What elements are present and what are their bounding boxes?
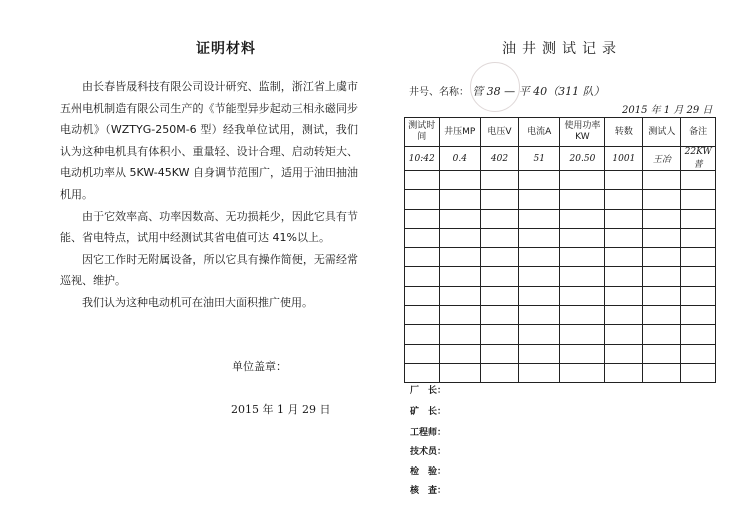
certificate-paragraph: 我们认为这种电动机可在油田大面积推广使用。 xyxy=(82,295,313,309)
table-cell xyxy=(519,306,560,325)
certificate-paragraph: 由于它效率高、功率因数高、无功损耗少，因此它具有节能、省电特点，试用中经测试其省电值可达 41%以上。 xyxy=(60,209,358,245)
table-cell xyxy=(560,228,605,247)
table-cell: 1001 xyxy=(605,147,643,171)
table-cell xyxy=(560,209,605,228)
table-cell xyxy=(605,306,643,325)
table-cell xyxy=(681,267,716,286)
table-row xyxy=(405,209,716,228)
table-cell xyxy=(481,286,519,305)
signature-engineer: 工程师： xyxy=(410,428,447,438)
table-row xyxy=(405,286,716,305)
table-row xyxy=(405,228,716,247)
table-cell xyxy=(405,209,440,228)
table-cell xyxy=(643,325,681,344)
table-cell xyxy=(519,171,560,190)
table-cell xyxy=(605,209,643,228)
table-cell xyxy=(560,171,605,190)
table-cell: 51 xyxy=(519,147,560,171)
table-cell xyxy=(681,363,716,382)
col-header: 转数 xyxy=(605,118,643,147)
test-record-table xyxy=(404,117,716,383)
well-label: 井号、名称 xyxy=(409,87,459,98)
certificate-paragraph: 由长春皆晟科技有限公司设计研究、监制，浙江省上虞市五州电机制造有限公司生产的《节能型异步起动三相永磁同步电动机》（WZTYG-250M-6 型）经我单位试用，测试，我们认为这种电机具有体积小、重量轻、设计合理、启动转矩大、电动机功率从 5KW-45KW 自身调节范围广，适用于油田抽油机用。 xyxy=(60,80,358,201)
table-cell xyxy=(481,363,519,382)
table-cell xyxy=(560,267,605,286)
table-cell xyxy=(605,344,643,363)
table-cell xyxy=(605,171,643,190)
table-cell xyxy=(605,248,643,267)
table-cell xyxy=(481,267,519,286)
record-title: 油井测试记录 xyxy=(502,41,622,57)
table-cell xyxy=(405,228,440,247)
table-cell xyxy=(643,267,681,286)
signature-mine-head: 矿 长： xyxy=(410,407,447,417)
table-cell xyxy=(405,267,440,286)
table-cell xyxy=(560,363,605,382)
table-cell xyxy=(681,228,716,247)
table-cell xyxy=(605,363,643,382)
signature-inspector: 检 验： xyxy=(410,467,447,477)
certificate-body xyxy=(60,76,358,314)
table-cell xyxy=(643,306,681,325)
table-cell xyxy=(519,190,560,209)
table-cell xyxy=(560,325,605,344)
table-row xyxy=(405,171,716,190)
table-cell xyxy=(481,306,519,325)
table-cell xyxy=(560,344,605,363)
table-cell xyxy=(439,286,480,305)
table-cell xyxy=(681,248,716,267)
table-cell xyxy=(481,171,519,190)
table-row xyxy=(405,306,716,325)
table-cell xyxy=(681,286,716,305)
table-cell: 0.4 xyxy=(439,147,480,171)
table-cell xyxy=(560,306,605,325)
col-header: 备注 xyxy=(681,118,716,147)
table-cell xyxy=(405,363,440,382)
table-cell xyxy=(681,306,716,325)
table-cell xyxy=(519,209,560,228)
table-row xyxy=(405,248,716,267)
table-cell: 20.50 xyxy=(560,147,605,171)
table-cell xyxy=(519,363,560,382)
table-cell xyxy=(439,190,480,209)
table-cell xyxy=(519,325,560,344)
table-cell xyxy=(643,344,681,363)
table-cell xyxy=(605,325,643,344)
table-cell xyxy=(439,228,480,247)
table-cell xyxy=(481,344,519,363)
table-cell xyxy=(519,228,560,247)
table-cell: 402 xyxy=(481,147,519,171)
table-cell xyxy=(643,209,681,228)
table-cell xyxy=(519,248,560,267)
table-cell xyxy=(405,306,440,325)
table-cell xyxy=(643,190,681,209)
table-cell: 10:42 xyxy=(405,147,440,171)
table-cell xyxy=(405,325,440,344)
certificate-date: 2015 年 1 月 29 日 xyxy=(231,403,331,416)
table-cell xyxy=(439,209,480,228)
table-row xyxy=(405,190,716,209)
table-cell xyxy=(560,248,605,267)
table-cell xyxy=(643,248,681,267)
table-cell xyxy=(605,228,643,247)
table-cell xyxy=(681,325,716,344)
table-cell xyxy=(439,344,480,363)
table-cell xyxy=(519,344,560,363)
well-name-line: 井号、名称： 管 38 — 平 40（311 队） xyxy=(409,85,605,98)
table-cell xyxy=(481,248,519,267)
table-cell xyxy=(681,209,716,228)
col-header: 测试时间 xyxy=(405,118,440,147)
col-header: 电压V xyxy=(481,118,519,147)
signature-technician: 技术员： xyxy=(410,447,447,457)
seal-label: 单位盖章： xyxy=(232,360,287,373)
table-cell xyxy=(519,286,560,305)
col-header: 使用功率KW xyxy=(560,118,605,147)
well-value: 管 38 — 平 40（311 队） xyxy=(472,85,605,98)
table-cell xyxy=(481,228,519,247)
table-row xyxy=(405,363,716,382)
table-cell xyxy=(405,171,440,190)
table-header-row xyxy=(405,118,716,147)
table-cell xyxy=(681,171,716,190)
table-row xyxy=(405,267,716,286)
table-cell xyxy=(560,190,605,209)
col-header: 测试人 xyxy=(643,118,681,147)
table-cell: 王冶 xyxy=(643,147,681,171)
table-cell xyxy=(605,190,643,209)
table-cell xyxy=(405,286,440,305)
col-header: 井压MP xyxy=(439,118,480,147)
certificate-paragraph: 因它工作时无附属设备，所以它具有操作简便，无需经常巡视、维护。 xyxy=(60,252,358,288)
table-cell xyxy=(643,363,681,382)
table-cell: 22KW 普 xyxy=(681,147,716,171)
table-cell xyxy=(643,286,681,305)
table-cell xyxy=(405,248,440,267)
table-cell xyxy=(439,363,480,382)
table-cell xyxy=(519,267,560,286)
table-cell xyxy=(560,286,605,305)
signature-factory-head: 厂 长： xyxy=(410,386,447,396)
certificate-title: 证明材料 xyxy=(196,41,256,57)
table-row xyxy=(405,344,716,363)
table-cell xyxy=(481,325,519,344)
table-cell xyxy=(605,286,643,305)
table-row xyxy=(405,325,716,344)
table-cell xyxy=(605,267,643,286)
table-cell xyxy=(405,190,440,209)
table-cell xyxy=(439,171,480,190)
table-cell xyxy=(681,190,716,209)
table-cell xyxy=(439,267,480,286)
signature-reviewer: 核 查： xyxy=(410,486,447,496)
col-header: 电流A xyxy=(519,118,560,147)
table-cell xyxy=(481,209,519,228)
table-cell xyxy=(481,190,519,209)
table-cell xyxy=(643,228,681,247)
table-cell xyxy=(643,171,681,190)
table-cell xyxy=(681,344,716,363)
table-cell xyxy=(405,344,440,363)
table-cell xyxy=(439,306,480,325)
record-date: 2015 年 1 月 29 日 xyxy=(622,105,713,116)
table-row xyxy=(405,147,716,171)
table-cell xyxy=(439,248,480,267)
table-cell xyxy=(439,325,480,344)
